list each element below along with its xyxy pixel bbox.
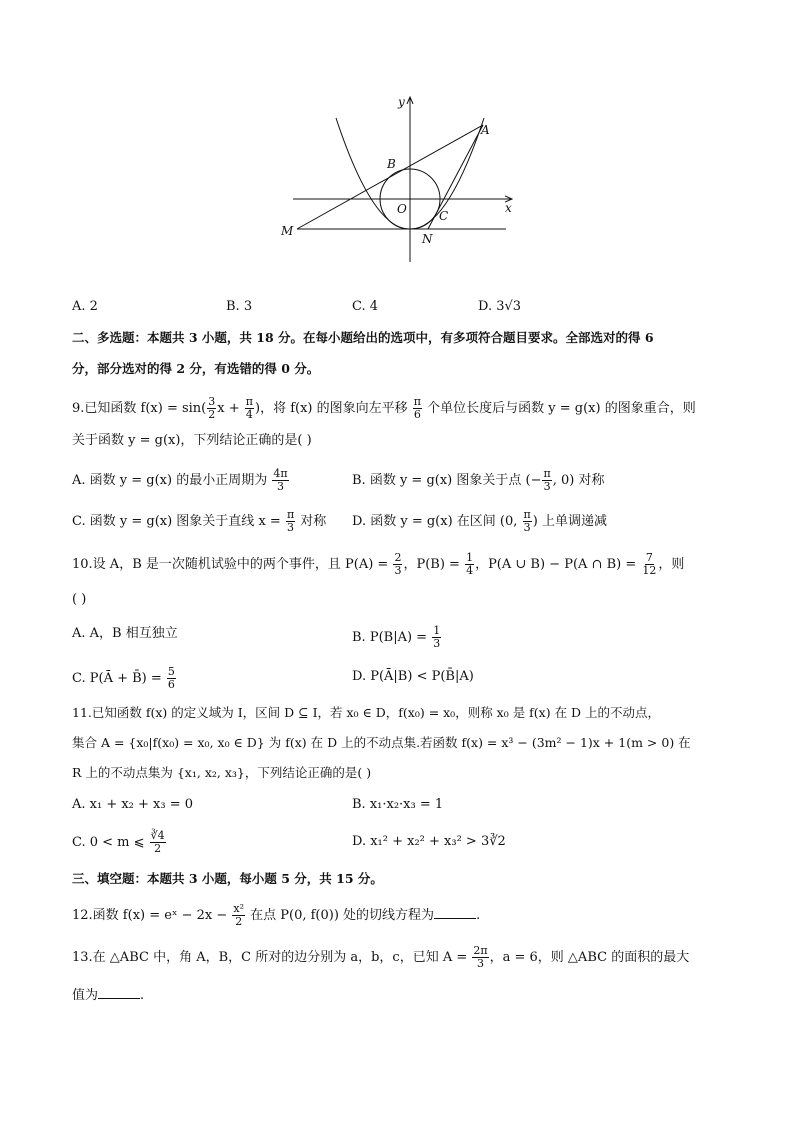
section2-heading-line2: 分，部分选对的得 2 分，有选错的得 0 分。 bbox=[72, 361, 320, 376]
geometry-figure bbox=[0, 0, 794, 280]
q11-stem-line3: R 上的不动点集为 {x₁, x₂, x₃}，下列结论正确的是( ) bbox=[72, 765, 372, 780]
q11-stem-line2: 集合 A = {x₀|f(x₀) = x₀, x₀ ∈ D} 为 f(x) 在 D 上的不动点集.若函数 f(x) = x³ − (3m² − 1)x + 1(m > 0) 在 bbox=[72, 735, 691, 750]
label-N: N bbox=[422, 232, 433, 246]
q9-option-d[interactable]: D. 函数 y = g(x) 在区间 (0, $\frac{\pi}{3}$ ) 上单调递减 bbox=[352, 508, 607, 534]
section3-heading: 三、填空题：本题共 3 小题，每小题 5 分，共 15 分。 bbox=[72, 871, 383, 886]
q12-stem: 12.函数 f(x) = eˣ − 2x − $\frac{\text{x²}}{2}$ 在点 P(0, f(0)) 处的切线方程为 . bbox=[72, 902, 481, 928]
q11-option-d[interactable]: D. x₁² + x₂² + x₃² > 3∛2 bbox=[352, 834, 506, 849]
q11-option-a[interactable]: A. x₁ + x₂ + x₃ = 0 bbox=[72, 797, 194, 812]
label-C: C bbox=[439, 209, 449, 223]
q9-option-c[interactable]: C. 函数 y = g(x) 图象关于直线 x = $\frac{\pi}{3}$ 对称 bbox=[72, 508, 327, 534]
label-A: A bbox=[481, 123, 490, 137]
q13-stem-line2: 值为 . bbox=[72, 988, 145, 1003]
q8-option-a[interactable]: A. 2 bbox=[72, 299, 98, 314]
section2-heading-line1: 二、多选题：本题共 3 小题，共 18 分。在每小题给出的选项中，有多项符合题目要求。全部选对的得 6 bbox=[72, 330, 654, 345]
q11-stem-line1: 11.已知函数 f(x) 的定义域为 I，区间 D ⊆ I，若 x₀ ∈ D，f(x₀) = x₀，则称 x₀ 是 f(x) 在 D 上的不动点， bbox=[72, 705, 661, 720]
q10-option-d[interactable]: D. P(Ā|B) < P(B̄|A) bbox=[352, 669, 474, 684]
label-y: y bbox=[398, 95, 405, 109]
q9-option-b[interactable]: B. 函数 y = g(x) 图象关于点 (− $\frac{\pi}{3}$ , 0) 对称 bbox=[352, 467, 605, 493]
q10-stem-line2: ( ) bbox=[72, 592, 87, 607]
q13-stem-line1: 13.在 △ABC 中，角 A，B，C 所对的边分别为 a，b，c，已知 A = $\frac{2\pi}{3}$ ，a = 6，则 △ABC 的面积的最大 bbox=[72, 944, 690, 970]
q9-stem-line2: 关于函数 y = g(x)，下列结论正确的是( ) bbox=[72, 433, 312, 448]
q8-option-d[interactable]: D. 3√3 bbox=[478, 299, 522, 314]
q10-option-b[interactable]: B. P(B|A) = $\frac{1}{3}$ bbox=[352, 624, 441, 650]
q10-stem-line1: 10.设 A，B 是一次随机试验中的两个事件，且 P(A) = $\frac{2}{3}$ ，P(B) = $\frac{1}{4}$ ，P(A ∪ B) − P(A ∩ B) = $\frac{7}{12}$ ，则 bbox=[72, 551, 685, 577]
q10-option-c[interactable]: C. P(Ā + B̄) = $\frac{5}{6}$ bbox=[72, 665, 175, 691]
q11-option-c[interactable]: C. 0 < m ⩽ $\frac{∛4}{2}$ bbox=[72, 829, 165, 855]
q8-option-c[interactable]: C. 4 bbox=[352, 299, 379, 314]
q13-answer-blank[interactable] bbox=[98, 986, 140, 999]
q9-stem-line1: 9.已知函数 f(x) = sin( $\frac{3}{2}$ x + $\frac{\pi}{4}$ )，将 f(x) 的图象向左平移 $\frac{\pi}{6}$ 个单位长度后与函数 y = g(x) 的图象重合，则 bbox=[72, 395, 696, 421]
q12-answer-blank[interactable] bbox=[434, 906, 476, 919]
label-O: O bbox=[397, 202, 407, 216]
q11-option-b[interactable]: B. x₁·x₂·x₃ = 1 bbox=[352, 797, 444, 812]
q10-option-a[interactable]: A. A，B 相互独立 bbox=[72, 626, 178, 641]
label-M: M bbox=[281, 224, 294, 238]
q9-option-a[interactable]: A. 函数 y = g(x) 的最小正周期为 $\frac{4\pi}{3}$ bbox=[72, 467, 288, 493]
label-B: B bbox=[387, 157, 396, 171]
q8-option-b[interactable]: B. 3 bbox=[226, 299, 253, 314]
label-x: x bbox=[505, 201, 512, 215]
